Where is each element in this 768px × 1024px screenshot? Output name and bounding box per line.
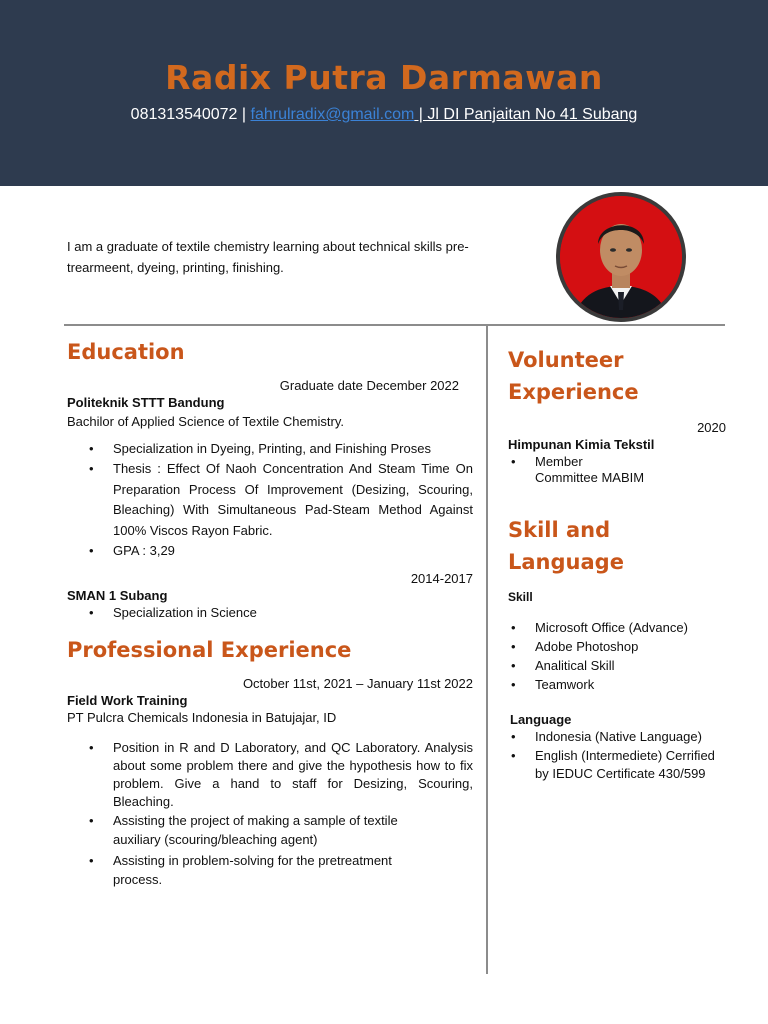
- professional-bullets: [67, 739, 473, 889]
- skills-heading-line1: Skill and: [508, 518, 611, 542]
- contact-line: [0, 106, 768, 124]
- education-bullets: [67, 439, 473, 561]
- degree: Bachilor of Applied Science of Textile Chemistry.: [67, 414, 344, 429]
- list-item: • Position in R and D Laboratory, and QC Laboratory. Analysis about some problem there and give the hypothesis how to fix problem. Give a hand to staff for Desizing, Scouring, Bleaching.: [113, 739, 473, 811]
- list-item: • Assisting the project of making a sample of textile auxiliary (scouring/bleaching agent): [113, 811, 473, 849]
- list-item: • Assisting in problem-solving for the pretreatment process.: [113, 851, 473, 889]
- volunteer-role: Member: [535, 454, 583, 469]
- professional-date: October 11st, 2021 – January 11st 2022: [242, 676, 473, 691]
- list-item: • English (Intermediete) Cerrified by IEDUC Certificate 430/599: [535, 747, 726, 783]
- horizontal-divider: [64, 324, 725, 326]
- summary-text: I am a graduate of textile chemistry learning about technical skills pre-trearmeent, dyeing, printing, finishing.: [67, 239, 469, 275]
- email-link[interactable]: fahrulradix@gmail.com: [250, 106, 415, 123]
- education-date: Graduate date December 2022: [279, 378, 459, 393]
- professional-heading: Professional Experience: [67, 638, 352, 662]
- list-item: • Teamwork: [535, 675, 726, 694]
- skills-heading-line2: Language: [508, 550, 624, 574]
- volunteer-org: Himpunan Kimia Tekstil: [508, 437, 655, 452]
- list-item: • Analitical Skill: [535, 656, 726, 675]
- skill-label: Skill: [508, 590, 533, 604]
- address: | Jl DI Panjaitan No 41 Subang: [414, 106, 638, 123]
- list-item: • Adobe Photoshop: [535, 637, 726, 656]
- list-item: • Microsoft Office (Advance): [535, 618, 726, 637]
- language-list: [508, 728, 726, 783]
- institution-name: Politeknik STTT Bandung: [67, 395, 225, 410]
- candidate-name: Radix Putra Darmawan: [165, 58, 603, 97]
- volunteer-heading-line2: Experience: [508, 380, 639, 404]
- left-column: [67, 340, 473, 889]
- column-divider: [486, 326, 488, 974]
- list-item: [535, 454, 726, 486]
- skills-heading: [508, 514, 726, 578]
- institution-name: SMAN 1 Subang: [67, 588, 168, 603]
- skill-list: [508, 618, 726, 694]
- volunteer-committee: Committee MABIM: [535, 470, 645, 485]
- phone-number: 081313540072 |: [130, 106, 251, 123]
- list-item: • Specialization in Dyeing, Printing, and Finishing Proses: [113, 439, 473, 459]
- job-role: Field Work Training: [67, 693, 188, 708]
- list-item: • GPA : 3,29: [113, 541, 473, 561]
- volunteer-heading-line1: Volunteer: [508, 348, 624, 372]
- volunteer-bullets: [508, 454, 726, 486]
- company-name: PT Pulcra Chemicals Indonesia in Batujajar, ID: [67, 710, 337, 725]
- right-column: [508, 340, 726, 783]
- header-banner: [0, 0, 768, 186]
- list-item: • Thesis : Effect Of Naoh Concentration And Steam Time On Preparation Process Of Improvement (Desizing, Scouring, Bleaching) With Simultaneous Pad-Steam Method Against 100% Viscos Rayon Fabric.: [113, 459, 473, 541]
- language-label: Language: [510, 712, 572, 727]
- list-item: • Indonesia (Native Language): [535, 728, 726, 746]
- education-date: 2014-2017: [410, 571, 473, 586]
- volunteer-date: 2020: [697, 420, 726, 435]
- volunteer-heading: [508, 344, 726, 408]
- profile-photo: [556, 192, 686, 322]
- education-bullets: [67, 605, 473, 620]
- list-item: • Specialization in Science: [113, 605, 473, 620]
- education-heading: Education: [67, 340, 185, 364]
